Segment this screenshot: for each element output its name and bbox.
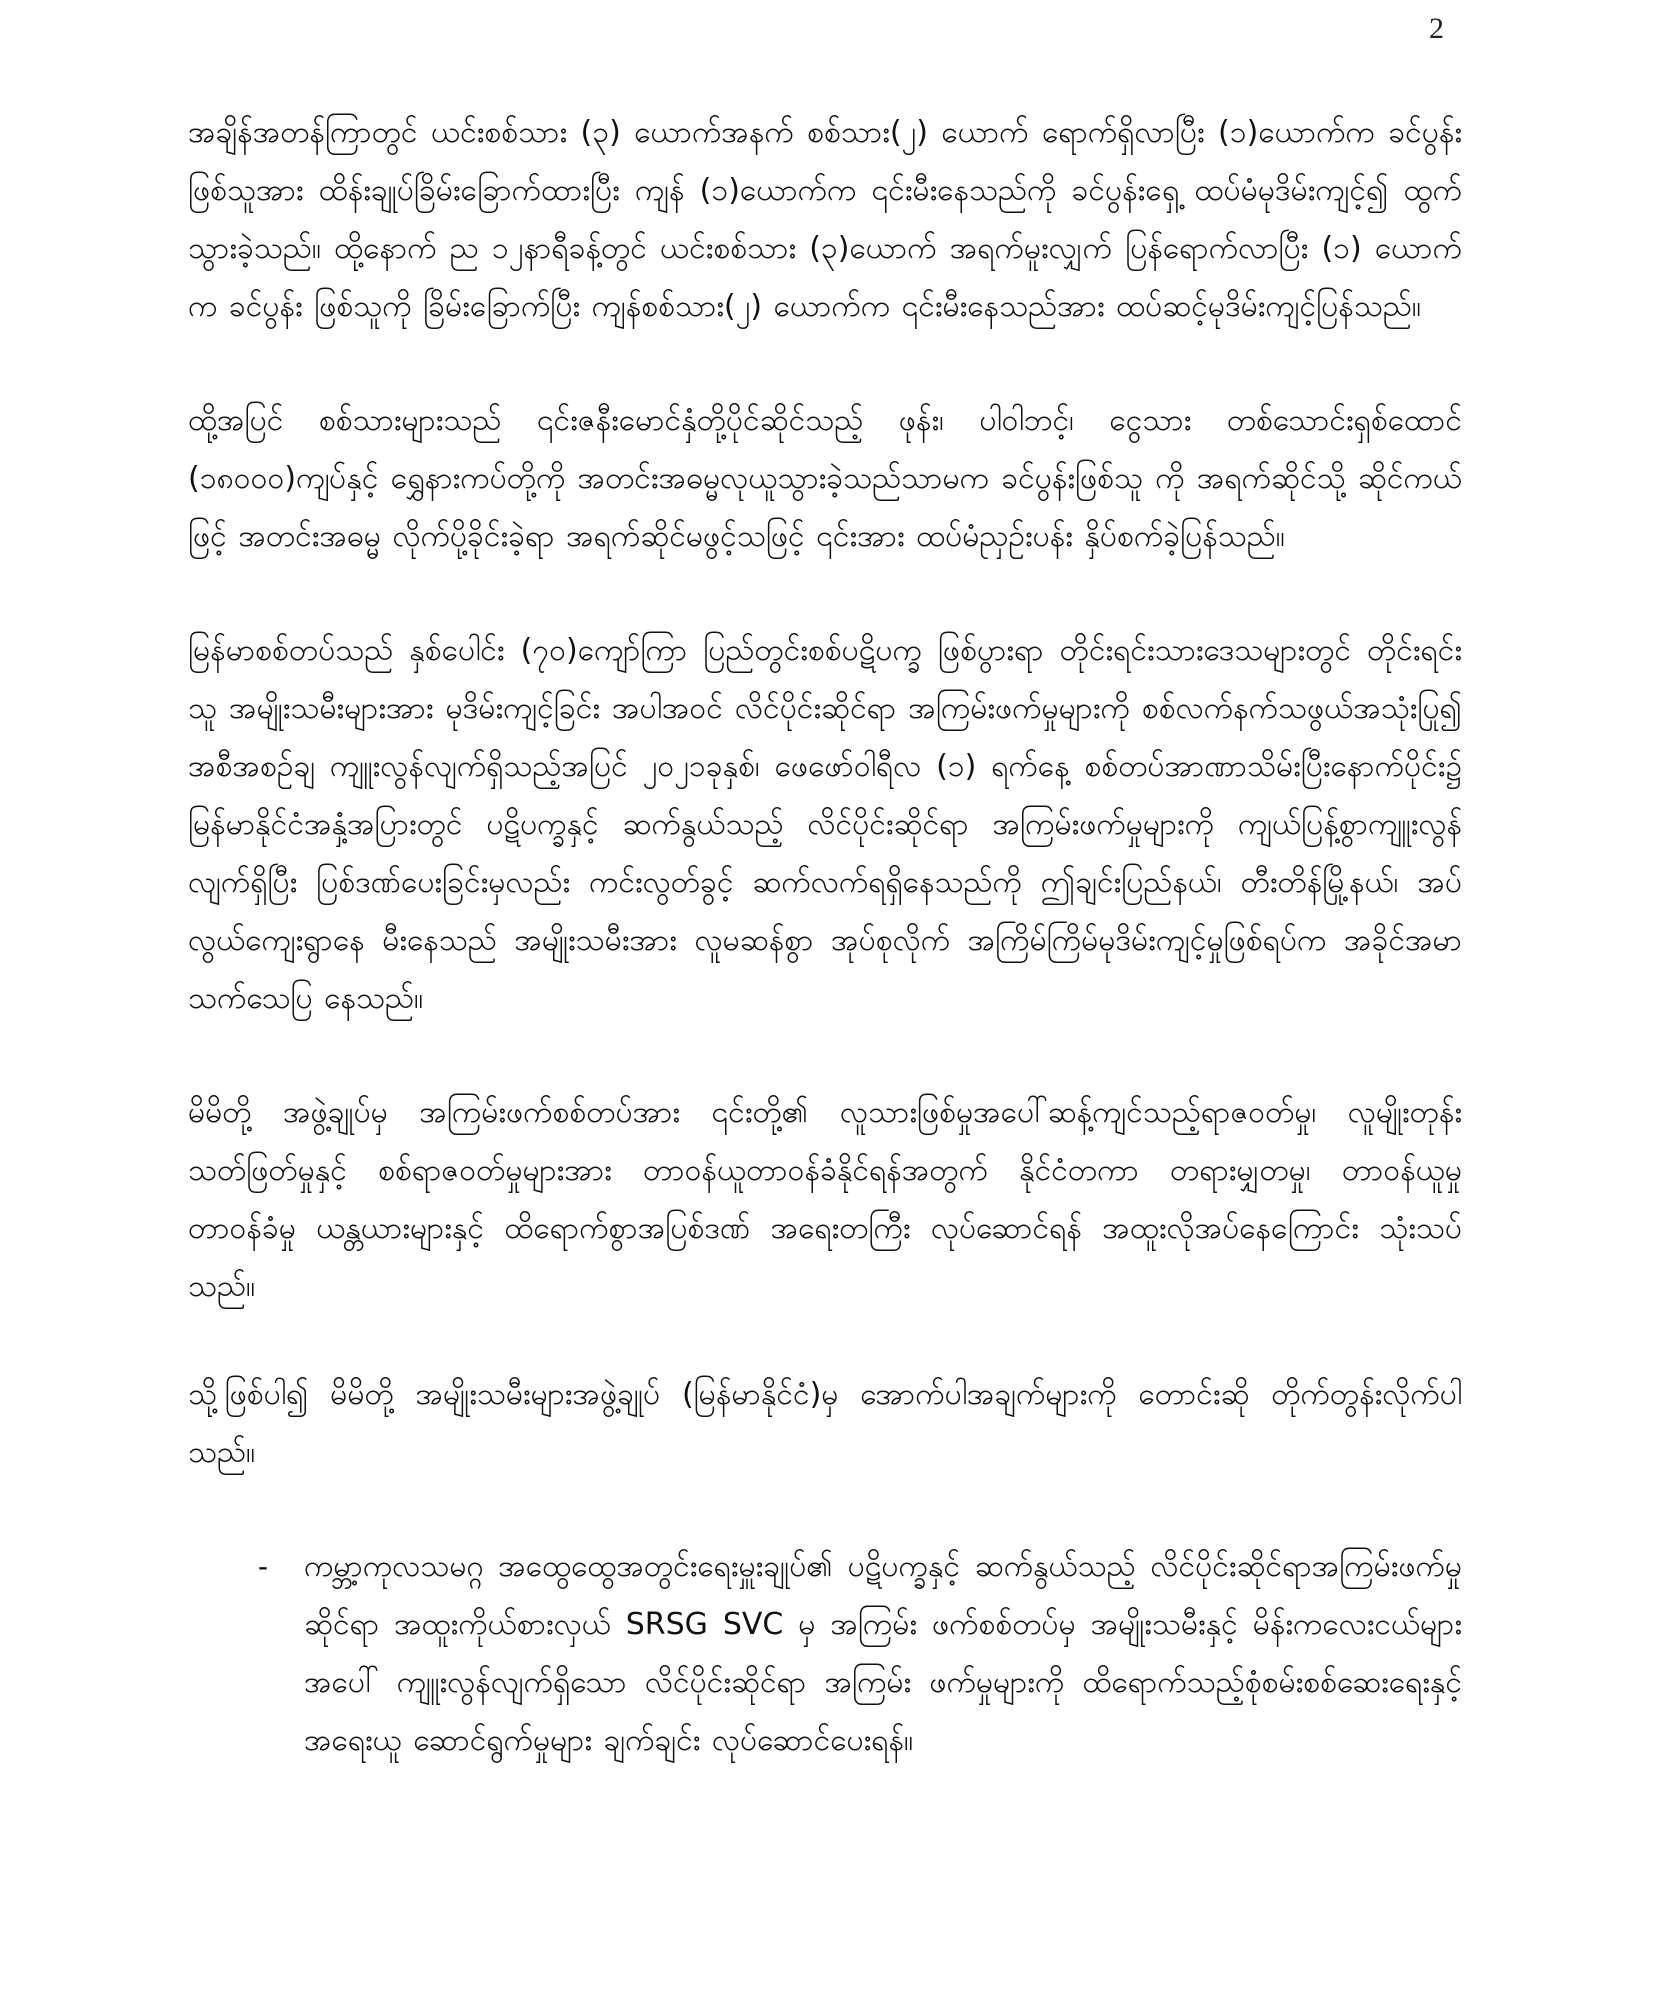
list-item xyxy=(188,1538,1462,1770)
page-number: 2 xyxy=(1429,12,1444,45)
paragraph-3: မြန်မာစစ်တပ်သည် နှစ်ပေါင်း (၇၀)ကျော်ကြာ ပြည်တွင်းစစ်ပဋိပက္ခ ဖြစ်ပွားရာ တိုင်းရင်းသားဒေသများတွင် တိုင်းရင်းသူ အမျိုးသမီးများအား မုဒိမ်းကျင့်ခြင်း အပါအဝင် လိင်ပိုင်းဆိုင်ရာ အကြမ်းဖက်မှုများကို စစ်လက်နက်သဖွယ်အသုံးပြု၍ အစီအစဉ်ချ ကျူးလွန်လျက်ရှိသည့်အပြင် ၂၀၂၁ခုနှစ်၊ ဖေဖော်ဝါရီလ (၁) ရက်နေ့ စစ်တပ်အာဏာသိမ်းပြီးနောက်ပိုင်း၌ မြန်မာနိုင်ငံအနှံ့အပြားတွင် ပဋိပက္ခနှင့် ဆက်နွယ်သည့် လိင်ပိုင်းဆိုင်ရာ အကြမ်းဖက်မှုများကို ကျယ်ပြန့်စွာကျူးလွန်လျက်ရှိပြီး ပြစ်ဒဏ်ပေးခြင်းမှလည်း ကင်းလွတ်ခွင့် ဆက်လက်ရရှိနေသည်ကို ဤချင်းပြည်နယ်၊ တီးတိန်မြို့နယ်၊ အပ်လွယ်ကျေးရွာနေ မီးနေသည် အမျိုးသမီးအား လူမဆန်စွာ အုပ်စုလိုက် အကြိမ်ကြိမ်မုဒိမ်းကျင့်မှုဖြစ်ရပ်က အခိုင်အမာသက်သေပြ နေသည်။ xyxy=(188,633,1462,1016)
paragraph-1: အချိန်အတန်ကြာတွင် ယင်းစစ်သား (၃) ယောက်အနက် စစ်သား(၂) ယောက် ရောက်ရှိလာပြီး (၁)ယောက်က ခင်ပွန်းဖြစ်သူအား ထိန်းချုပ်ခြိမ်းခြောက်ထားပြီး ကျန် (၁)ယောက်က ၎င်းမီးနေသည်ကို ခင်ပွန်းရှေ့ ထပ်မံမုဒိမ်းကျင့်၍ ထွက်သွားခဲ့သည်။ ထို့နောက် ည ၁၂နာရီခန့်တွင် ယင်းစစ်သား (၃)ယောက် အရက်မူးလျှက် ပြန်ရောက်လာပြီး (၁) ယောက်က ခင်ပွန်း ဖြစ်သူကို ခြိမ်းခြောက်ပြီး ကျန်စစ်သား(၂) ယောက်က ၎င်းမီးနေသည်အား ထပ်ဆင့်မုဒိမ်းကျင့်ပြန်သည်။ xyxy=(188,115,1462,324)
demands-list xyxy=(188,1538,1462,1770)
document-body xyxy=(188,104,1462,1770)
list-item-text: ကမ္ဘာ့ကုလသမဂ္ဂ အထွေထွေအတွင်းရေးမှူးချုပ်၏ ပဋိပက္ခနှင့် ဆက်နွယ်သည့် လိင်ပိုင်းဆိုင်ရာအကြမ်းဖက်မှု ဆိုင်ရာ အထူးကိုယ်စားလှယ် SRSG SVC မှ အကြမ်း ဖက်စစ်တပ်မှ အမျိုးသမီးနှင့် မိန်းကလေးငယ်များအပေါ် ကျူးလွန်လျက်ရှိသော လိင်ပိုင်းဆိုင်ရာ အကြမ်း ဖက်မှုများကို ထိရောက်သည့်စုံစမ်းစစ်ဆေးရေးနှင့် အရေးယူ ဆောင်ရွက်မှုများ ချက်ချင်း လုပ်ဆောင်ပေးရန်။ xyxy=(304,1549,1462,1758)
paragraph-4: မိမိတို့ အဖွဲ့ချုပ်မှ အကြမ်းဖက်စစ်တပ်အား ၎င်းတို့၏ လူသားဖြစ်မှုအပေါ်ဆန့်ကျင်သည့်ရာဇဝတ်မှု၊ လူမျိုးတုန်း သတ်ဖြတ်မှုနှင့် စစ်ရာဇဝတ်မှုများအား တာဝန်ယူတာဝန်ခံနိုင်ရန်အတွက် နိုင်ငံတကာ တရားမျှတမှု၊ တာဝန်ယူမှု တာဝန်ခံမှု ယန္တယားများနှင့် ထိရောက်စွာအပြစ်ဒဏ် အရေးတကြီး လုပ်ဆောင်ရန် အထူးလိုအပ်နေကြောင်း သုံးသပ်သည်။ xyxy=(188,1095,1462,1304)
paragraph-2: ထို့အပြင် စစ်သားများသည် ၎င်းဇနီးမောင်နှံတို့ပိုင်ဆိုင်သည့် ဖုန်း၊ ပါဝါဘင့်၊ ငွေသား တစ်သောင်းရှစ်ထောင် (၁၈၀၀၀)ကျပ်နှင့် ရွှေနားကပ်တို့ကို အတင်းအဓမ္မလုယူသွားခဲ့သည်သာမက ခင်ပွန်းဖြစ်သူ ကို အရက်ဆိုင်သို့ ဆိုင်ကယ်ဖြင့် အတင်းအဓမ္မ လိုက်ပို့ခိုင်းခဲ့ရာ အရက်ဆိုင်မဖွင့်သဖြင့် ၎င်းအား ထပ်မံညှဉ်းပန်း နှိပ်စက်ခဲ့ပြန်သည်။ xyxy=(188,403,1462,554)
paragraph-5: သို့ဖြစ်ပါ၍ မိမိတို့ အမျိုးသမီးများအဖွဲ့ချုပ် (မြန်မာနိုင်ငံ)မှ အောက်ပါအချက်များကို တောင်းဆို တိုက်တွန်းလိုက်ပါသည်။ xyxy=(188,1377,1462,1470)
list-dash: - xyxy=(258,1550,268,1583)
